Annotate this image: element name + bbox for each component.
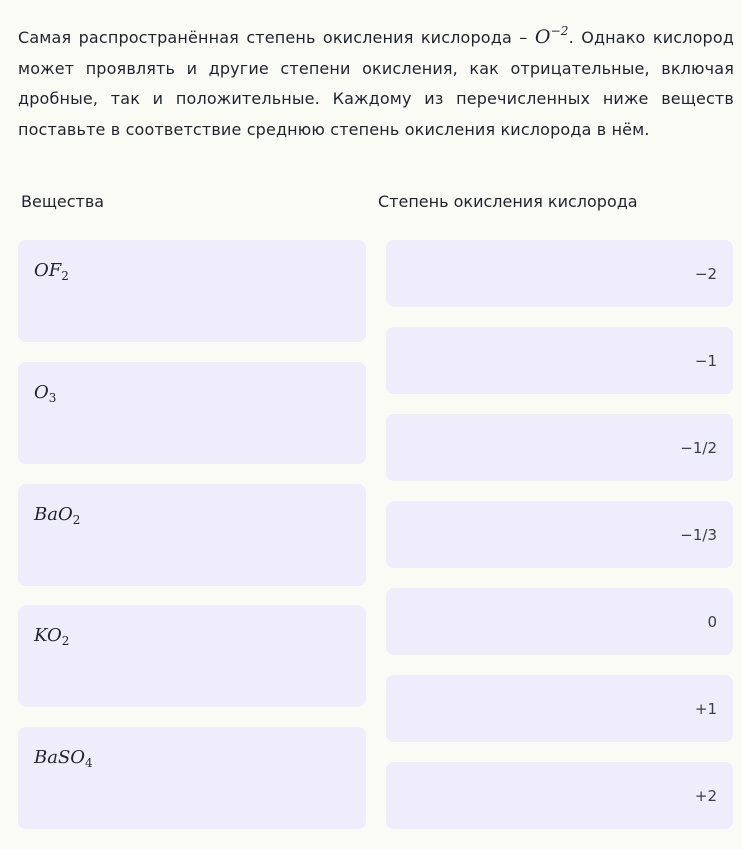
- oxidation-column-header: Степень окисления кислорода: [378, 192, 638, 211]
- oxidation-value: −1/3: [680, 525, 717, 544]
- substance-card-baso4[interactable]: [18, 727, 366, 829]
- formula-base: O: [534, 26, 551, 48]
- oxidation-slot-minus-2[interactable]: [386, 240, 733, 307]
- formula-superscript: −2: [550, 24, 569, 38]
- oxidation-value: 0: [707, 612, 717, 631]
- oxidation-value: −1: [694, 351, 717, 370]
- substances-column-header: Вещества: [21, 192, 105, 211]
- substance-formula: $KO_2$: [34, 625, 70, 648]
- substance-card-of2[interactable]: [18, 240, 366, 342]
- oxidation-slot-plus-1[interactable]: [386, 675, 733, 742]
- oxidation-slot-minus-half[interactable]: [386, 414, 733, 481]
- substance-card-ko2[interactable]: [18, 605, 366, 707]
- oxidation-slot-zero[interactable]: [386, 588, 733, 655]
- oxidation-value: −2: [694, 264, 717, 283]
- oxidation-slot-plus-2[interactable]: [386, 762, 733, 829]
- substance-card-bao2[interactable]: [18, 484, 366, 586]
- oxidation-value: +1: [694, 699, 717, 718]
- substance-formula: $OF_2$: [34, 260, 69, 283]
- oxidation-slot-minus-third[interactable]: [386, 501, 733, 568]
- question-part-1: Самая распространённая степень окисления кислорода –: [18, 28, 528, 47]
- substance-formula: BaO$_2$: [34, 504, 81, 527]
- oxygen-oxidation-formula: [535, 26, 569, 48]
- substance-card-o3[interactable]: [18, 362, 366, 464]
- oxidation-slot-minus-1[interactable]: [386, 327, 733, 394]
- oxidation-value: −1/2: [680, 438, 717, 457]
- substance-formula: $O_3$: [34, 382, 57, 405]
- oxidation-value: +2: [694, 786, 717, 805]
- question-part-2: . Однако кислород может проявлять и другие степени окисления, как отрицательные, включая дробные, так и положительные. Каждому из перечисленных ниже веществ поставьте в соответствие среднюю степень окисления кислорода в нём.: [18, 28, 734, 139]
- question-text: [18, 16, 734, 145]
- substance-formula: BaSO$_4$: [34, 747, 93, 770]
